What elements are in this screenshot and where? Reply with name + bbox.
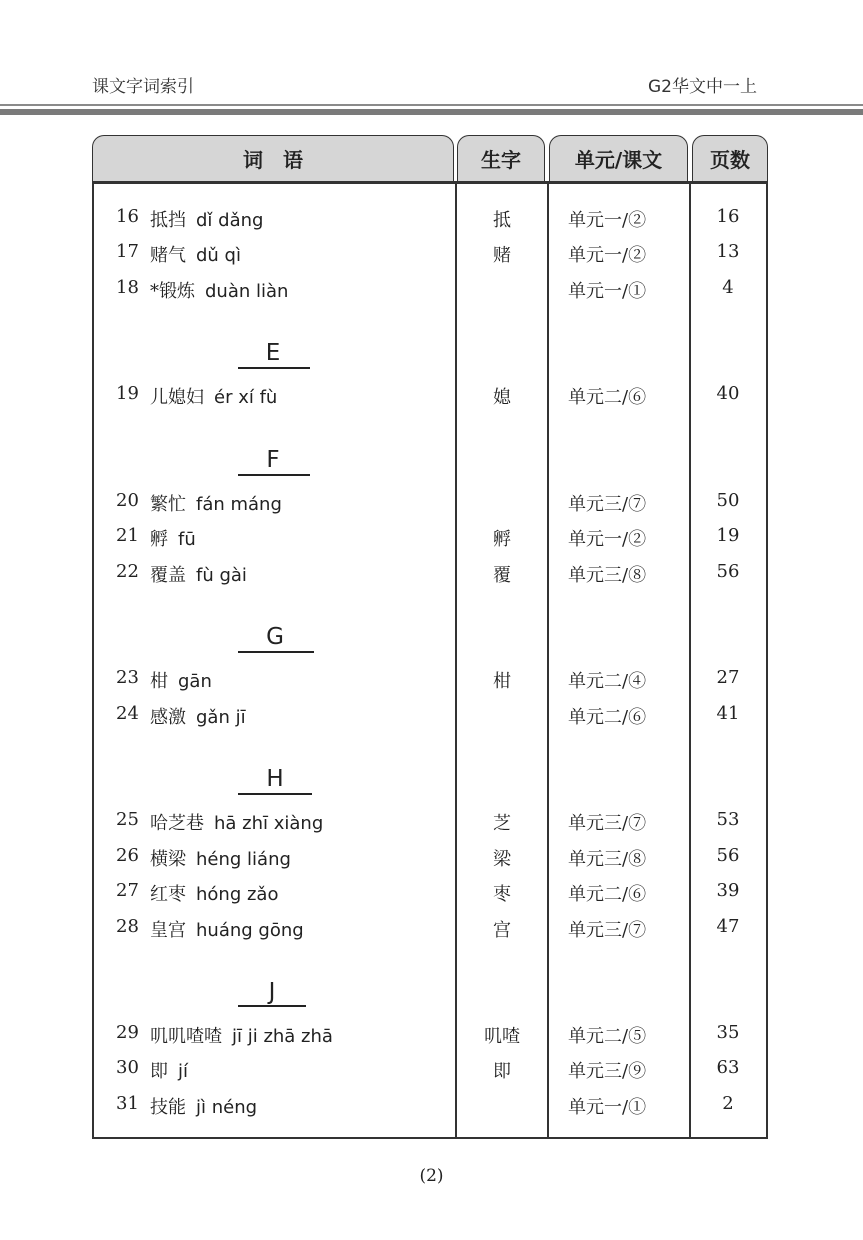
entry-word: 叽叽喳喳 — [150, 1026, 222, 1047]
entry-pinyin: hóng zǎo — [196, 884, 279, 905]
table-row — [0, 561, 863, 591]
section-underline — [238, 474, 310, 476]
entry-new-char: 宫 — [493, 920, 511, 941]
entry-new-char: 即 — [493, 1061, 511, 1082]
entry-number: 29 — [116, 1022, 139, 1043]
entry-unit: 单元三/⑦ — [568, 920, 647, 941]
entry-number: 18 — [116, 277, 139, 298]
table-row — [0, 1057, 863, 1087]
entry-unit: 单元三/⑧ — [568, 565, 647, 586]
entry-number: 19 — [116, 383, 139, 404]
entry-unit: 单元三/⑨ — [568, 1061, 647, 1082]
column-divider-2 — [547, 181, 549, 1139]
entry-pinyin: gān — [178, 671, 212, 692]
entry-word: 感激 — [150, 707, 186, 728]
entry-page: 47 — [716, 916, 740, 937]
entry-number: 28 — [116, 916, 139, 937]
section-letter-g: G — [266, 624, 284, 650]
section-letter-h: H — [266, 766, 284, 792]
entry-number: 30 — [116, 1057, 139, 1078]
table-row — [0, 525, 863, 555]
running-header-book: G2华文中一上 — [648, 77, 757, 97]
entry-word: *锻炼 — [150, 281, 195, 302]
entry-pinyin: fù gài — [196, 565, 247, 586]
entry-pinyin: fán máng — [196, 494, 282, 515]
entry-unit: 单元二/⑤ — [568, 1026, 647, 1047]
entry-pinyin: jì néng — [196, 1097, 258, 1118]
section-letter-j: J — [268, 979, 276, 1005]
table-row — [0, 667, 863, 697]
entry-number: 24 — [116, 703, 139, 724]
entry-number: 21 — [116, 525, 139, 546]
entry-word: 繁忙 — [150, 494, 186, 515]
entry-number: 27 — [116, 880, 139, 901]
table-row — [0, 383, 863, 413]
entry-number: 16 — [116, 206, 139, 227]
entry-unit: 单元三/⑦ — [568, 813, 647, 834]
entry-unit: 单元三/⑧ — [568, 849, 647, 870]
entry-word: 抵挡 — [150, 210, 186, 231]
entry-number: 20 — [116, 490, 139, 511]
entry-number: 26 — [116, 845, 139, 866]
entry-page: 56 — [716, 845, 740, 866]
entry-new-char: 覆 — [493, 565, 511, 586]
entry-pinyin: dǔ qì — [196, 245, 241, 266]
entry-new-char: 柑 — [493, 671, 511, 692]
entry-new-char: 抵 — [493, 210, 511, 231]
entry-pinyin: ér xí fù — [214, 387, 278, 408]
entry-new-char: 枣 — [493, 884, 511, 905]
entry-unit: 单元一/② — [568, 529, 647, 550]
entry-page: 41 — [716, 703, 740, 724]
entry-page: 50 — [716, 490, 740, 511]
entry-number: 23 — [116, 667, 139, 688]
entry-number: 25 — [116, 809, 139, 830]
column-header-new-char: 生字 — [457, 135, 545, 181]
entry-new-char: 梁 — [493, 849, 511, 870]
entry-word: 儿媳妇 — [150, 387, 204, 408]
entry-pinyin: jī ji zhā zhā — [232, 1026, 333, 1047]
entry-unit: 单元二/④ — [568, 671, 647, 692]
entry-number: 17 — [116, 241, 139, 262]
header-divider — [92, 181, 768, 184]
entry-word: 皇宫 — [150, 920, 186, 941]
entry-word: 赌气 — [150, 245, 186, 266]
header-rule-thin — [0, 104, 863, 106]
entry-pinyin: duàn liàn — [205, 281, 289, 302]
section-underline — [238, 651, 314, 653]
table-border-left — [92, 181, 94, 1139]
entry-new-char: 孵 — [493, 529, 511, 550]
entry-word: 红枣 — [150, 884, 186, 905]
table-border-bottom — [92, 1137, 768, 1139]
entry-unit: 单元二/⑥ — [568, 707, 647, 728]
entry-new-char: 芝 — [493, 813, 511, 834]
table-row — [0, 241, 863, 271]
entry-page: 35 — [716, 1022, 740, 1043]
section-underline — [238, 1005, 306, 1007]
entry-unit: 单元一/② — [568, 210, 647, 231]
table-row — [0, 277, 863, 307]
entry-word: 孵 — [150, 529, 168, 550]
entry-pinyin: jí — [178, 1061, 189, 1082]
header-rule-thick — [0, 109, 863, 115]
entry-word: 技能 — [150, 1097, 186, 1118]
entry-number: 31 — [116, 1093, 139, 1114]
section-underline — [238, 793, 312, 795]
entry-page: 39 — [716, 880, 740, 901]
entry-pinyin: fū — [178, 529, 196, 550]
column-divider-1 — [455, 181, 457, 1139]
entry-page: 13 — [716, 241, 740, 262]
entry-new-char: 叽喳 — [484, 1026, 520, 1047]
entry-new-char: 媳 — [493, 387, 511, 408]
table-border-right — [766, 181, 768, 1139]
table-row — [0, 490, 863, 520]
entry-word: 即 — [150, 1061, 168, 1082]
entry-unit: 单元二/⑥ — [568, 884, 647, 905]
entry-number: 22 — [116, 561, 139, 582]
table-row — [0, 916, 863, 946]
entry-pinyin: dǐ dǎng — [196, 210, 264, 231]
section-letter-e: E — [265, 340, 281, 366]
entry-page: 19 — [716, 525, 740, 546]
entry-page: 2 — [722, 1093, 734, 1114]
entry-pinyin: héng liáng — [196, 849, 291, 870]
section-underline — [238, 367, 310, 369]
entry-page: 16 — [716, 206, 740, 227]
entry-pinyin: huáng gōng — [196, 920, 304, 941]
table-row — [0, 1022, 863, 1052]
column-header-unit-lesson: 单元/课文 — [549, 135, 688, 181]
page-number: (2) — [419, 1166, 444, 1186]
entry-page: 53 — [716, 809, 740, 830]
entry-page: 27 — [716, 667, 740, 688]
entry-word: 柑 — [150, 671, 168, 692]
column-header-page: 页数 — [692, 135, 768, 181]
column-header-word: 词 语 — [92, 135, 454, 181]
entry-unit: 单元一/① — [568, 1097, 647, 1118]
table-row — [0, 703, 863, 733]
table-row — [0, 880, 863, 910]
table-row — [0, 809, 863, 839]
entry-word: 哈芝巷 — [150, 813, 204, 834]
entry-page: 56 — [716, 561, 740, 582]
entry-unit: 单元三/⑦ — [568, 494, 647, 515]
table-row — [0, 845, 863, 875]
entry-unit: 单元一/② — [568, 245, 647, 266]
entry-pinyin: gǎn jī — [196, 707, 246, 728]
running-header-title: 课文字词索引 — [92, 77, 194, 97]
column-divider-3 — [689, 181, 691, 1139]
section-letter-f: F — [266, 447, 280, 473]
entry-pinyin: hā zhī xiàng — [214, 813, 324, 834]
entry-unit: 单元二/⑥ — [568, 387, 647, 408]
entry-word: 横梁 — [150, 849, 186, 870]
entry-unit: 单元一/① — [568, 281, 647, 302]
entry-page: 63 — [716, 1057, 740, 1078]
entry-page: 40 — [716, 383, 740, 404]
table-row — [0, 1093, 863, 1123]
table-row — [0, 206, 863, 236]
entry-new-char: 赌 — [493, 245, 511, 266]
entry-word: 覆盖 — [150, 565, 186, 586]
entry-page: 4 — [722, 277, 734, 298]
